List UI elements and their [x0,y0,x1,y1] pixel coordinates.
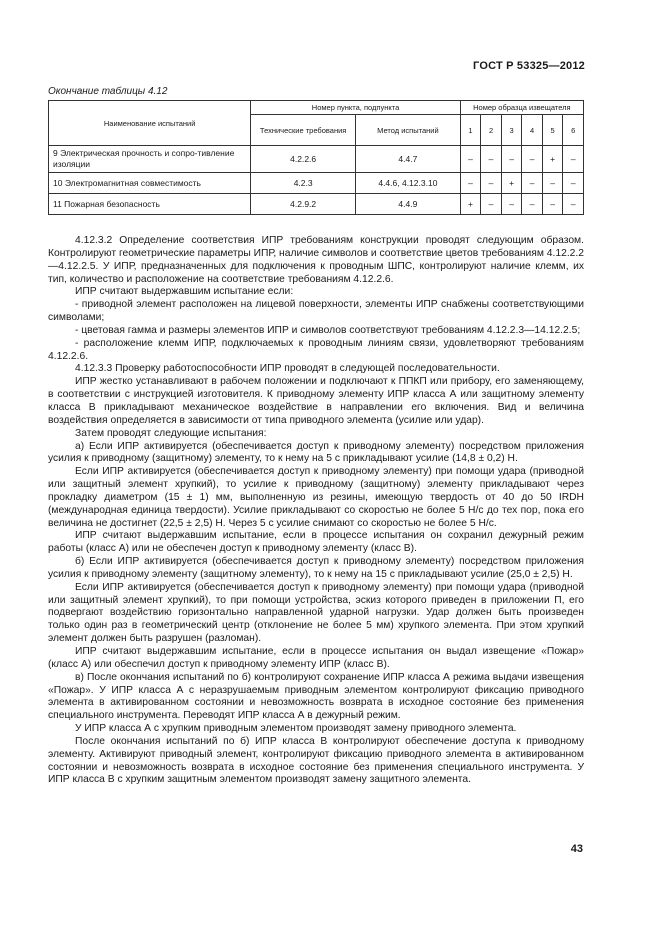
paragraph: Если ИПР активируется (обеспечивается доступ к приводному элементу) при помощи удара (приводной или защитный элемент хрупкий), то усилие к приводному (защитному) элементу прикладывают через прокладку диаметром (15 ± 1) мм, выполненную из резины, имеющую твердость от 40 до 50 IRDH (международная единица твердости). Усилие прикладывают со скоростью не более 5 Н/с до тех пор, пока его величина не достигнет (22,5 ± 2,5) Н. Через 5 с усилие снимают со скоростью не более 5 Н/с. [48,466,584,529]
sample-mark: – [460,146,481,173]
test-name: 11 Пожарная безопасность [49,194,251,215]
tests-table [48,100,584,215]
test-name: 10 Электромагнитная совместимость [49,173,251,194]
sample-mark: – [542,194,563,215]
sample-number: 3 [501,115,522,146]
tech-clause: 4.2.3 [251,173,356,194]
sample-mark: – [522,194,543,215]
sample-mark: – [501,146,522,173]
sample-mark: – [481,173,502,194]
test-name: 9 Электрическая прочность и сопро-тивление изоляции [49,146,251,173]
method-clause: 4.4.9 [356,194,461,215]
col-group-sample-header: Номер образца извещателя [460,101,583,115]
method-clause: 4.4.7 [356,146,461,173]
paragraph: а) Если ИПР активируется (обеспечивается доступ к приводному элементу) посредством приложения усилия к приводному (защитному) элементу, то к нему на 5 с прикладывают усилие (14,8 ± 0,2) Н. [48,440,584,465]
sample-mark: – [522,173,543,194]
sample-mark: – [481,146,502,173]
list-item: - цветовая гамма и размеры элементов ИПР и символов соответствуют требованиям 4.12.2.3—14.12.2.5; [75,324,581,336]
table-caption: Окончание таблицы 4.12 [48,86,168,97]
sample-mark: + [460,194,481,215]
paragraph: ИПР считают выдержавшим испытание, если в процессе испытания он сохранил дежурный режим работы (класс А) или не обеспечен доступ к приводному элементу (класс В). [48,530,584,555]
table-header-row [49,101,584,115]
paragraph: После окончания испытаний по б) ИПР класса В контролируют обеспечение доступа к приводному элементу. Активируют приводный элемент, контролируют фиксацию приводного элемента в активированном состоянии и невозможность возврата в исходное состояние без применения специального инструмента. У ИПР класса В с хрупким защитным элементом производят замену защитного элемента. [48,735,584,786]
sample-number: 5 [542,115,563,146]
sample-mark: – [542,173,563,194]
paragraph: б) Если ИПР активируется (обеспечивается доступ к приводному элементу) посредством приложения усилия к приводному элементу (защитному элементу), то к нему на 15 с прикладывают усилие (25,0 ± 2,5) Н. [48,556,584,580]
col-tech-header: Технические требования [251,115,356,146]
table-row [49,146,584,173]
page-number: 43 [570,843,583,855]
sample-number: 2 [481,115,502,146]
list-item: - приводной элемент расположен на лицевой поверхности, элементы ИПР снабжены соответствующими символами; [48,299,584,324]
col-method-header: Метод испытаний [356,115,461,146]
paragraph: Если ИПР активируется (обеспечивается доступ к приводному элементу) при помощи удара (приводной или защитный элемент хрупкий), то при помощи устройства, эскиз которого приведен в приложении П, его подвергают воздействию горизонтально направленной ударной нагрузки. Удар должен быть произведен только один раз в геометрический центр (отклонение не более 5 мм) хрупкого элемента. При этом хрупкий элемент должен быть разрушен (разломан). [48,581,584,645]
sample-mark: – [501,194,522,215]
paragraph: У ИПР класса А с хрупким приводным элементом производят замену приводного элемента. [75,723,517,735]
sample-mark: – [460,173,481,194]
sample-mark: – [563,194,584,215]
sample-number: 6 [563,115,584,146]
sample-number: 4 [522,115,543,146]
col-name-header: Наименование испытаний [49,101,251,146]
table-row [49,173,584,194]
sample-mark: – [522,146,543,173]
sample-mark: – [563,146,584,173]
paragraph: в) После окончания испытаний по б) контролируют сохранение ИПР класса А режима выдачи извещения «Пожар». У ИПР класса А с неразрушаемым приводным элементом контролируют фиксацию приводного элемента в активированном состоянии и невозможность возврата в исходное состояние без применения специального инструмента. Переводят ИПР класса А в дежурный режим. [48,671,584,722]
paragraph: ИПР жестко устанавливают в рабочем положении и подключают к ППКП или прибору, его заменяющему, в соответствии с инструкцией изготовителя. К приводному элементу ИПР класса А или защитному элементу класса В прикладывают механическое воздействие в направлении его включения. Вид и величина воздействия определяется в зависимости от типа приводного элемента (усилие или удар). [48,376,584,426]
sample-mark: + [501,173,522,194]
tech-clause: 4.2.2.6 [251,146,356,173]
paragraph: ИПР считают выдержавшим испытание, если в процессе испытания он выдал извещение «Пожар» (класс А) или обеспечил доступ к приводному элементу ИПР (класс В). [48,646,584,670]
document-header: ГОСТ Р 53325—2012 [473,60,585,72]
tech-clause: 4.2.9.2 [251,194,356,215]
sample-mark: – [481,194,502,215]
paragraph: ИПР считают выдержавшим испытание если: [75,286,294,298]
document-body [48,235,584,787]
sample-mark: – [563,173,584,194]
sample-number: 1 [460,115,481,146]
sample-mark: + [542,146,563,173]
col-group-clause-header: Номер пункта, подпункта [251,101,460,115]
method-clause: 4.4.6, 4.12.3.10 [356,173,461,194]
paragraph: 4.12.3.3 Проверку работоспособности ИПР проводят в следующей последовательности. [75,363,500,375]
list-item: - расположение клемм ИПР, подключаемых к проводным линиям связи, удовлетворяют требованиям 4.12.2.6. [48,337,584,362]
paragraph: Затем проводят следующие испытания: [75,427,267,439]
table-row [49,194,584,215]
paragraph: 4.12.3.2 Определение соответствия ИПР требованиям конструкции проводят следующим образом. Контролируют геометрические параметры ИПР, наличие символов и соответствие цветов требованиям 4.12.2.2—4.12.2.5. У ИПР, предназначенных для подключения к проводным ШПС, контролируют наличие клемм, их тип, количество и расположение на соответствие требованиям 4.12.2.6. [48,235,584,285]
